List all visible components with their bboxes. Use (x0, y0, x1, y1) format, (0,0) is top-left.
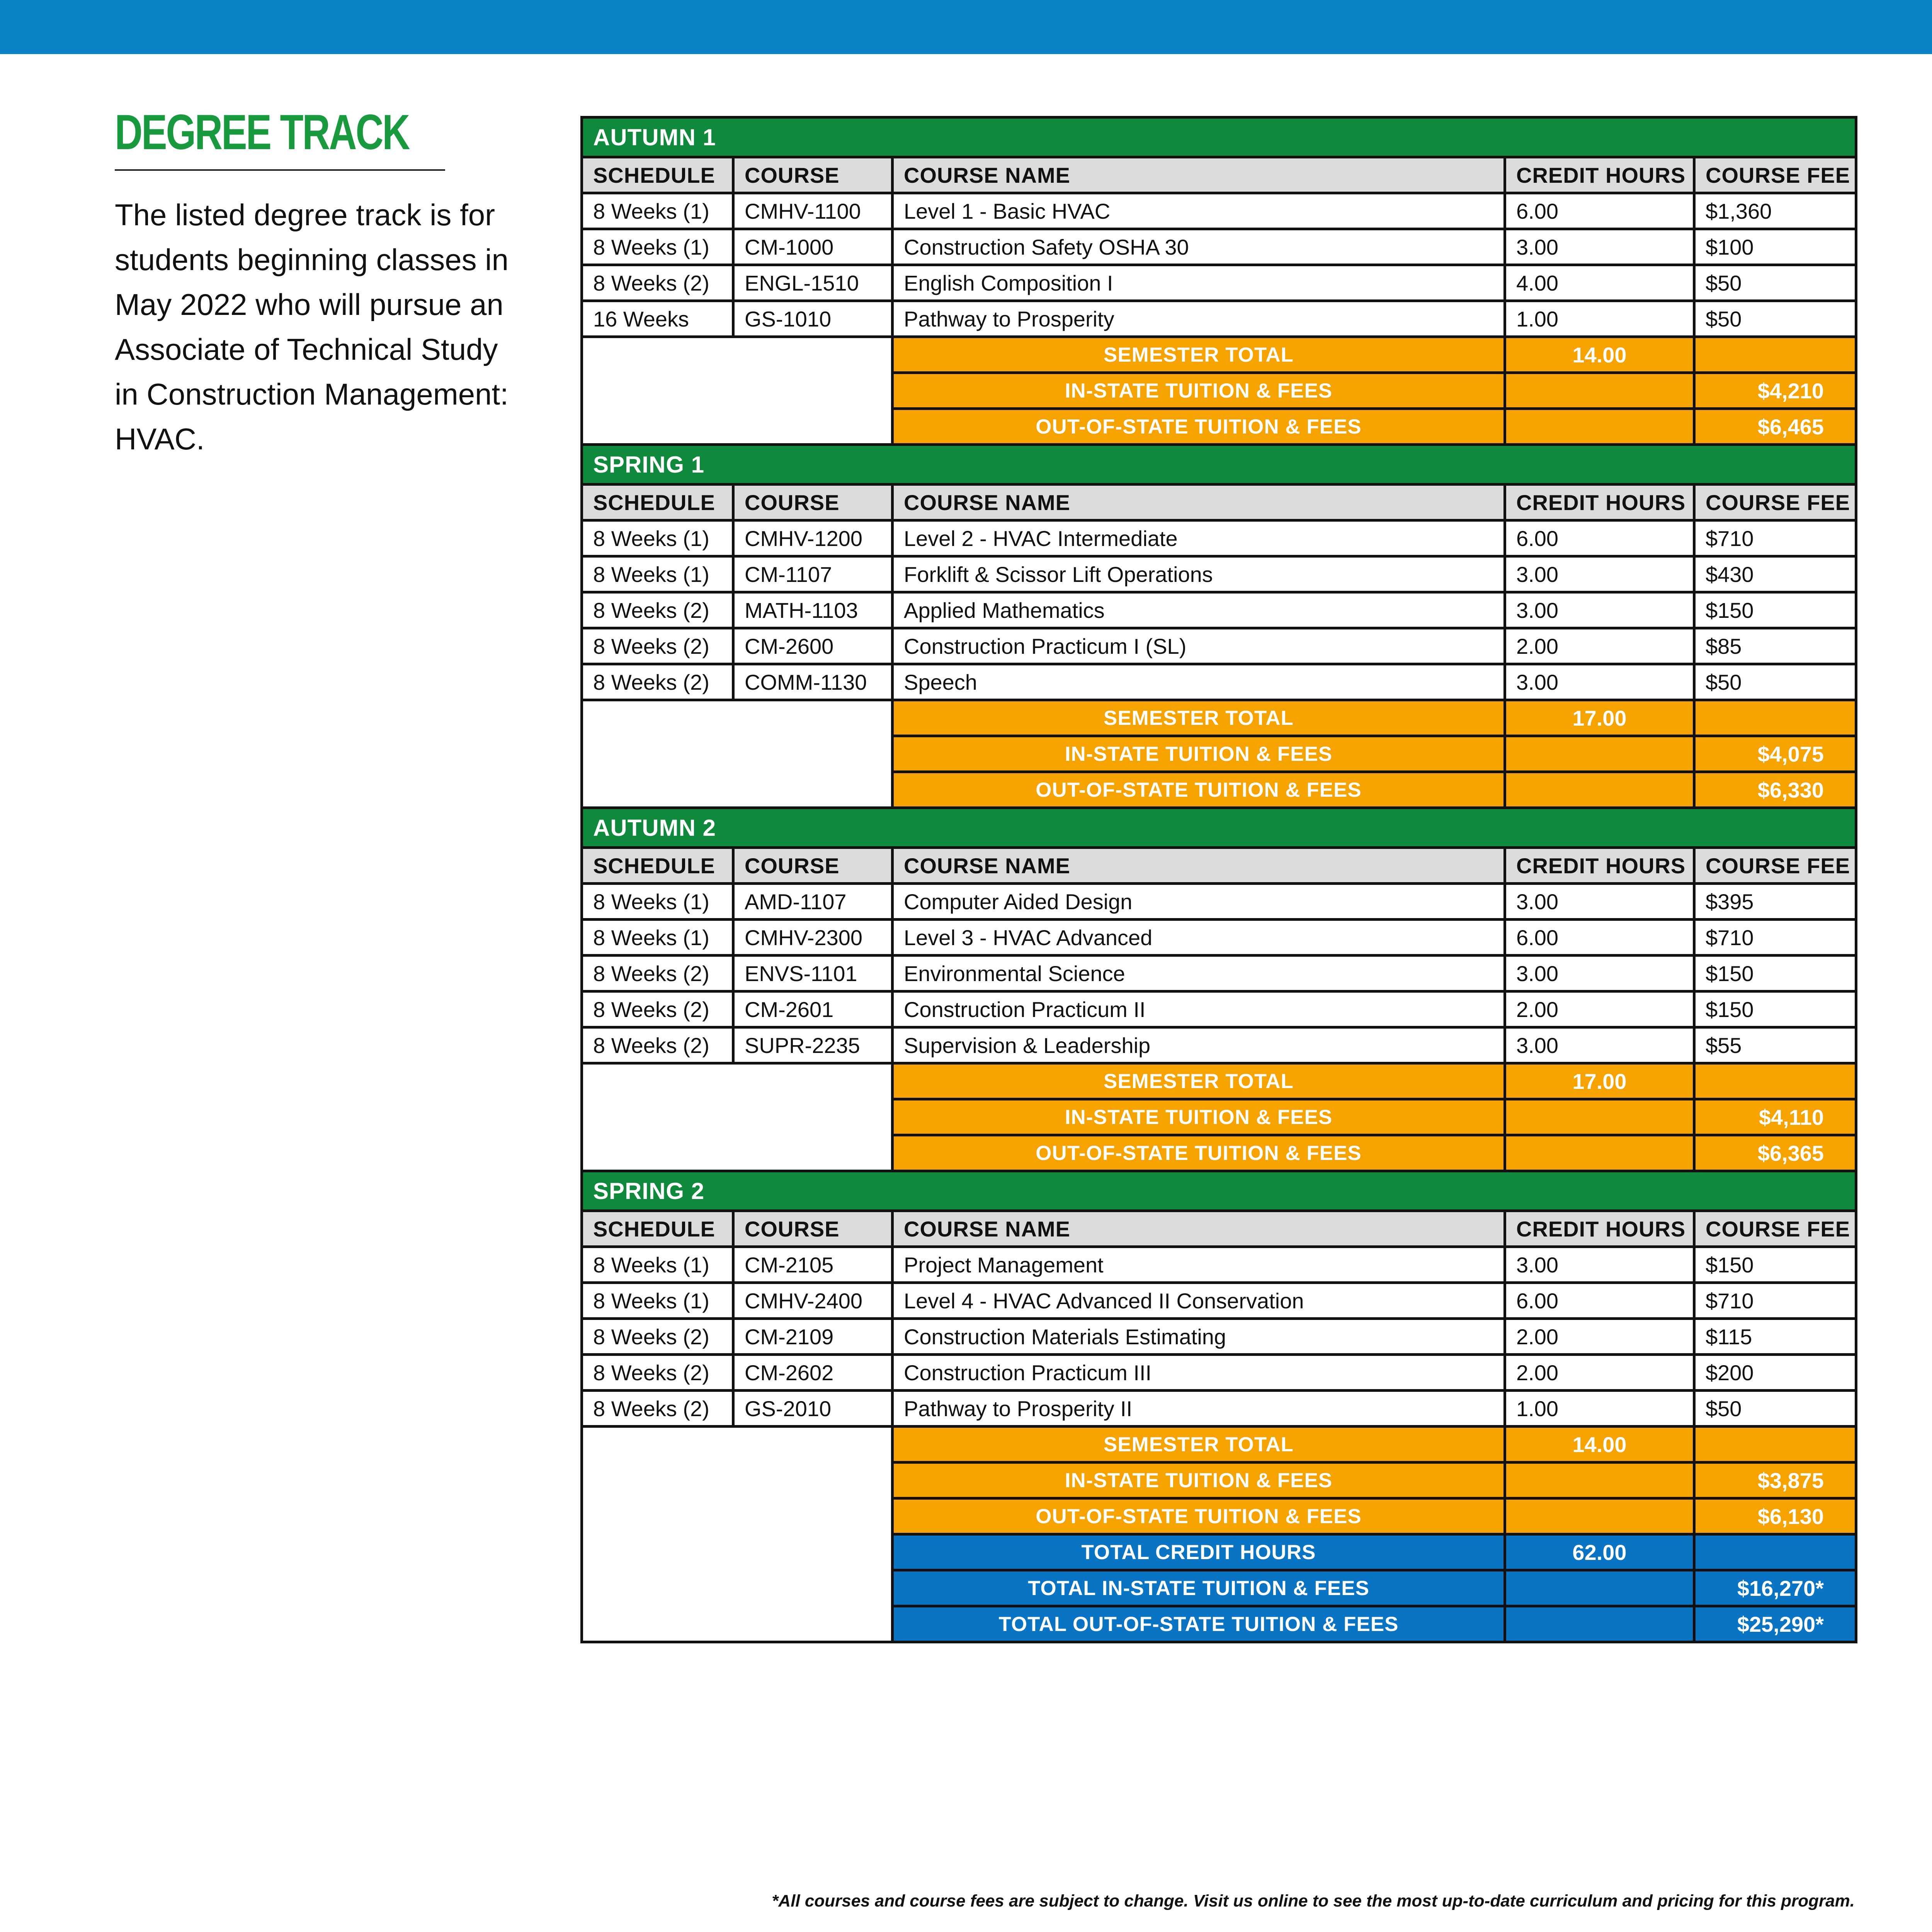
course-code-cell: CM-2601 (733, 992, 893, 1027)
course-code-cell: CM-1000 (733, 229, 893, 265)
pricing-footnote: *All courses and course fees are subject to change. Visit us online to see the most up-to-date curriculum and pricing for this program. (772, 1891, 1855, 1910)
credit-hours-cell: 6.00 (1505, 1283, 1694, 1319)
column-header-row (582, 485, 1856, 520)
in-state-tuition-value: $4,075 (1694, 736, 1856, 772)
credit-hours-header: CREDIT HOURS (1505, 848, 1694, 884)
semester-total-fee-empty (1694, 337, 1856, 373)
course-row (582, 920, 1856, 956)
course-code-cell: CM-2105 (733, 1247, 893, 1283)
course-fee-header: COURSE FEE (1694, 848, 1856, 884)
course-name-cell: Environmental Science (893, 956, 1505, 992)
in-state-credits-empty (1505, 1463, 1694, 1498)
course-row (582, 992, 1856, 1027)
course-row (582, 193, 1856, 229)
course-header: COURSE (733, 1211, 893, 1247)
schedule-cell: 8 Weeks (2) (582, 956, 733, 992)
course-name-cell: Computer Aided Design (893, 884, 1505, 920)
total-out-of-state-credits-empty (1505, 1606, 1694, 1642)
credit-hours-cell: 3.00 (1505, 592, 1694, 628)
course-row (582, 1355, 1856, 1391)
schedule-cell: 8 Weeks (2) (582, 1391, 733, 1427)
course-row (582, 520, 1856, 556)
semester-title: AUTUMN 1 (582, 117, 1856, 157)
semester-header-row (582, 117, 1856, 157)
course-name-cell: Supervision & Leadership (893, 1027, 1505, 1063)
course-row (582, 1283, 1856, 1319)
course-code-cell: CMHV-2400 (733, 1283, 893, 1319)
course-fee-cell: $115 (1694, 1319, 1856, 1355)
schedule-cell: 8 Weeks (1) (582, 1283, 733, 1319)
semester-total-credits: 17.00 (1505, 700, 1694, 736)
credit-hours-header: CREDIT HOURS (1505, 1211, 1694, 1247)
course-fee-cell: $150 (1694, 992, 1856, 1027)
credit-hours-cell: 3.00 (1505, 664, 1694, 700)
semester-title: SPRING 1 (582, 445, 1856, 485)
course-name-cell: Construction Practicum II (893, 992, 1505, 1027)
schedule-cell: 8 Weeks (2) (582, 664, 733, 700)
course-fee-cell: $50 (1694, 265, 1856, 301)
in-state-tuition-value: $4,210 (1694, 373, 1856, 409)
out-of-state-tuition-label: OUT-OF-STATE TUITION & FEES (893, 1498, 1505, 1534)
semester-header-row (582, 445, 1856, 485)
schedule-cell: 8 Weeks (2) (582, 992, 733, 1027)
out-of-state-tuition-label: OUT-OF-STATE TUITION & FEES (893, 409, 1505, 445)
credit-hours-cell: 3.00 (1505, 1247, 1694, 1283)
column-header-row (582, 848, 1856, 884)
credit-hours-cell: 2.00 (1505, 628, 1694, 664)
course-fee-cell: $150 (1694, 1247, 1856, 1283)
course-name-cell: Forklift & Scissor Lift Operations (893, 556, 1505, 592)
semester-total-credits: 14.00 (1505, 1427, 1694, 1463)
course-name-cell: Speech (893, 664, 1505, 700)
course-row (582, 556, 1856, 592)
summary-spacer (582, 700, 893, 808)
out-of-state-tuition-label: OUT-OF-STATE TUITION & FEES (893, 1135, 1505, 1171)
course-fee-cell: $150 (1694, 592, 1856, 628)
semester-total-fee-empty (1694, 1063, 1856, 1099)
course-fee-cell: $1,360 (1694, 193, 1856, 229)
course-name-cell: English Composition I (893, 265, 1505, 301)
course-fee-cell: $85 (1694, 628, 1856, 664)
out-of-state-tuition-value: $6,365 (1694, 1135, 1856, 1171)
in-state-credits-empty (1505, 1099, 1694, 1135)
course-code-cell: CM-2602 (733, 1355, 893, 1391)
in-state-credits-empty (1505, 373, 1694, 409)
semester-total-row (582, 700, 1856, 736)
semester-header-row (582, 1171, 1856, 1211)
course-row (582, 229, 1856, 265)
course-code-cell: CMHV-1200 (733, 520, 893, 556)
schedule-cell: 8 Weeks (1) (582, 884, 733, 920)
course-name-header: COURSE NAME (893, 1211, 1505, 1247)
in-state-tuition-label: IN-STATE TUITION & FEES (893, 736, 1505, 772)
summary-spacer (582, 1427, 893, 1642)
schedule-cell: 8 Weeks (1) (582, 1247, 733, 1283)
degree-track-heading: DEGREE TRACK (115, 105, 409, 160)
credit-hours-cell: 3.00 (1505, 884, 1694, 920)
course-fee-cell: $50 (1694, 664, 1856, 700)
semester-total-label: SEMESTER TOTAL (893, 337, 1505, 373)
credit-hours-cell: 6.00 (1505, 520, 1694, 556)
semester-title: SPRING 2 (582, 1171, 1856, 1211)
semester-total-credits: 17.00 (1505, 1063, 1694, 1099)
course-row (582, 1391, 1856, 1427)
semester-total-fee-empty (1694, 700, 1856, 736)
semester-total-credits: 14.00 (1505, 337, 1694, 373)
course-fee-header: COURSE FEE (1694, 157, 1856, 193)
course-row (582, 301, 1856, 337)
in-state-credits-empty (1505, 736, 1694, 772)
course-row (582, 1247, 1856, 1283)
course-header: COURSE (733, 485, 893, 520)
course-code-cell: ENGL-1510 (733, 265, 893, 301)
course-header: COURSE (733, 157, 893, 193)
schedule-header: SCHEDULE (582, 485, 733, 520)
schedule-cell: 8 Weeks (2) (582, 1027, 733, 1063)
semester-total-row (582, 1063, 1856, 1099)
course-name-cell: Project Management (893, 1247, 1505, 1283)
course-code-cell: CMHV-1100 (733, 193, 893, 229)
out-of-state-credits-empty (1505, 1135, 1694, 1171)
credit-hours-cell: 6.00 (1505, 193, 1694, 229)
in-state-tuition-label: IN-STATE TUITION & FEES (893, 1463, 1505, 1498)
semester-total-label: SEMESTER TOTAL (893, 1063, 1505, 1099)
credit-hours-header: CREDIT HOURS (1505, 157, 1694, 193)
degree-track-table-container (580, 116, 1855, 1643)
course-fee-cell: $395 (1694, 884, 1856, 920)
course-code-cell: CM-2109 (733, 1319, 893, 1355)
course-code-cell: AMD-1107 (733, 884, 893, 920)
course-name-cell: Construction Materials Estimating (893, 1319, 1505, 1355)
total-in-state-credits-empty (1505, 1570, 1694, 1606)
course-name-header: COURSE NAME (893, 848, 1505, 884)
course-name-cell: Construction Practicum III (893, 1355, 1505, 1391)
course-name-cell: Applied Mathematics (893, 592, 1505, 628)
credit-hours-cell: 2.00 (1505, 992, 1694, 1027)
in-state-tuition-value: $3,875 (1694, 1463, 1856, 1498)
semester-header-row (582, 808, 1856, 848)
credit-hours-cell: 3.00 (1505, 556, 1694, 592)
out-of-state-credits-empty (1505, 772, 1694, 808)
in-state-tuition-label: IN-STATE TUITION & FEES (893, 1099, 1505, 1135)
summary-spacer (582, 337, 893, 445)
schedule-cell: 8 Weeks (1) (582, 229, 733, 265)
schedule-header: SCHEDULE (582, 157, 733, 193)
total-out-of-state-value: $25,290* (1694, 1606, 1856, 1642)
course-code-cell: GS-1010 (733, 301, 893, 337)
out-of-state-tuition-value: $6,130 (1694, 1498, 1856, 1534)
course-row (582, 592, 1856, 628)
semester-total-fee-empty (1694, 1427, 1856, 1463)
semester-total-row (582, 1427, 1856, 1463)
course-name-header: COURSE NAME (893, 485, 1505, 520)
course-name-cell: Level 4 - HVAC Advanced II Conservation (893, 1283, 1505, 1319)
course-code-cell: ENVS-1101 (733, 956, 893, 992)
out-of-state-tuition-value: $6,330 (1694, 772, 1856, 808)
degree-track-table (580, 116, 1857, 1643)
schedule-cell: 8 Weeks (1) (582, 556, 733, 592)
credit-hours-cell: 6.00 (1505, 920, 1694, 956)
total-in-state-label: TOTAL IN-STATE TUITION & FEES (893, 1570, 1505, 1606)
schedule-cell: 8 Weeks (1) (582, 193, 733, 229)
course-fee-cell: $430 (1694, 556, 1856, 592)
heading-underline (115, 169, 445, 171)
credit-hours-header: CREDIT HOURS (1505, 485, 1694, 520)
semester-total-label: SEMESTER TOTAL (893, 700, 1505, 736)
out-of-state-credits-empty (1505, 1498, 1694, 1534)
course-row (582, 884, 1856, 920)
schedule-cell: 8 Weeks (2) (582, 592, 733, 628)
course-fee-cell: $710 (1694, 920, 1856, 956)
summary-spacer (582, 1063, 893, 1171)
credit-hours-cell: 4.00 (1505, 265, 1694, 301)
course-name-cell: Pathway to Prosperity II (893, 1391, 1505, 1427)
in-state-tuition-label: IN-STATE TUITION & FEES (893, 373, 1505, 409)
course-code-cell: GS-2010 (733, 1391, 893, 1427)
course-code-cell: CM-2600 (733, 628, 893, 664)
course-name-cell: Level 3 - HVAC Advanced (893, 920, 1505, 956)
course-code-cell: SUPR-2235 (733, 1027, 893, 1063)
out-of-state-tuition-value: $6,465 (1694, 409, 1856, 445)
total-in-state-value: $16,270* (1694, 1570, 1856, 1606)
course-fee-cell: $200 (1694, 1355, 1856, 1391)
course-name-cell: Construction Safety OSHA 30 (893, 229, 1505, 265)
total-credit-hours-value: 62.00 (1505, 1534, 1694, 1570)
schedule-cell: 8 Weeks (2) (582, 265, 733, 301)
course-header: COURSE (733, 848, 893, 884)
course-fee-cell: $150 (1694, 956, 1856, 992)
course-fee-cell: $710 (1694, 520, 1856, 556)
course-fee-cell: $710 (1694, 1283, 1856, 1319)
course-fee-cell: $50 (1694, 301, 1856, 337)
course-row (582, 956, 1856, 992)
schedule-cell: 8 Weeks (2) (582, 1319, 733, 1355)
credit-hours-cell: 2.00 (1505, 1319, 1694, 1355)
course-row (582, 664, 1856, 700)
schedule-cell: 8 Weeks (1) (582, 920, 733, 956)
credit-hours-cell: 1.00 (1505, 1391, 1694, 1427)
total-out-of-state-label: TOTAL OUT-OF-STATE TUITION & FEES (893, 1606, 1505, 1642)
schedule-cell: 16 Weeks (582, 301, 733, 337)
course-name-cell: Pathway to Prosperity (893, 301, 1505, 337)
course-name-header: COURSE NAME (893, 157, 1505, 193)
total-credit-fee-empty (1694, 1534, 1856, 1570)
course-fee-header: COURSE FEE (1694, 485, 1856, 520)
course-fee-cell: $100 (1694, 229, 1856, 265)
course-name-cell: Level 1 - Basic HVAC (893, 193, 1505, 229)
schedule-cell: 8 Weeks (1) (582, 520, 733, 556)
course-name-cell: Level 2 - HVAC Intermediate (893, 520, 1505, 556)
schedule-header: SCHEDULE (582, 848, 733, 884)
schedule-header: SCHEDULE (582, 1211, 733, 1247)
in-state-tuition-value: $4,110 (1694, 1099, 1856, 1135)
schedule-cell: 8 Weeks (2) (582, 1355, 733, 1391)
out-of-state-tuition-label: OUT-OF-STATE TUITION & FEES (893, 772, 1505, 808)
semester-title: AUTUMN 2 (582, 808, 1856, 848)
column-header-row (582, 1211, 1856, 1247)
course-code-cell: COMM-1130 (733, 664, 893, 700)
course-row (582, 628, 1856, 664)
credit-hours-cell: 3.00 (1505, 229, 1694, 265)
top-color-bar (0, 0, 1932, 54)
semester-total-label: SEMESTER TOTAL (893, 1427, 1505, 1463)
course-row (582, 265, 1856, 301)
course-row (582, 1319, 1856, 1355)
course-fee-cell: $55 (1694, 1027, 1856, 1063)
total-credit-hours-label: TOTAL CREDIT HOURS (893, 1534, 1505, 1570)
credit-hours-cell: 3.00 (1505, 1027, 1694, 1063)
course-fee-cell: $50 (1694, 1391, 1856, 1427)
degree-track-description: The listed degree track is for students beginning classes in May 2022 who will pursue an Associate of Technical Study in Construction Management: HVAC. (115, 198, 509, 456)
credit-hours-cell: 2.00 (1505, 1355, 1694, 1391)
semester-total-row (582, 337, 1856, 373)
course-code-cell: CMHV-2300 (733, 920, 893, 956)
course-code-cell: MATH-1103 (733, 592, 893, 628)
credit-hours-cell: 1.00 (1505, 301, 1694, 337)
credit-hours-cell: 3.00 (1505, 956, 1694, 992)
course-fee-header: COURSE FEE (1694, 1211, 1856, 1247)
schedule-cell: 8 Weeks (2) (582, 628, 733, 664)
column-header-row (582, 157, 1856, 193)
course-code-cell: CM-1107 (733, 556, 893, 592)
course-row (582, 1027, 1856, 1063)
out-of-state-credits-empty (1505, 409, 1694, 445)
course-name-cell: Construction Practicum I (SL) (893, 628, 1505, 664)
